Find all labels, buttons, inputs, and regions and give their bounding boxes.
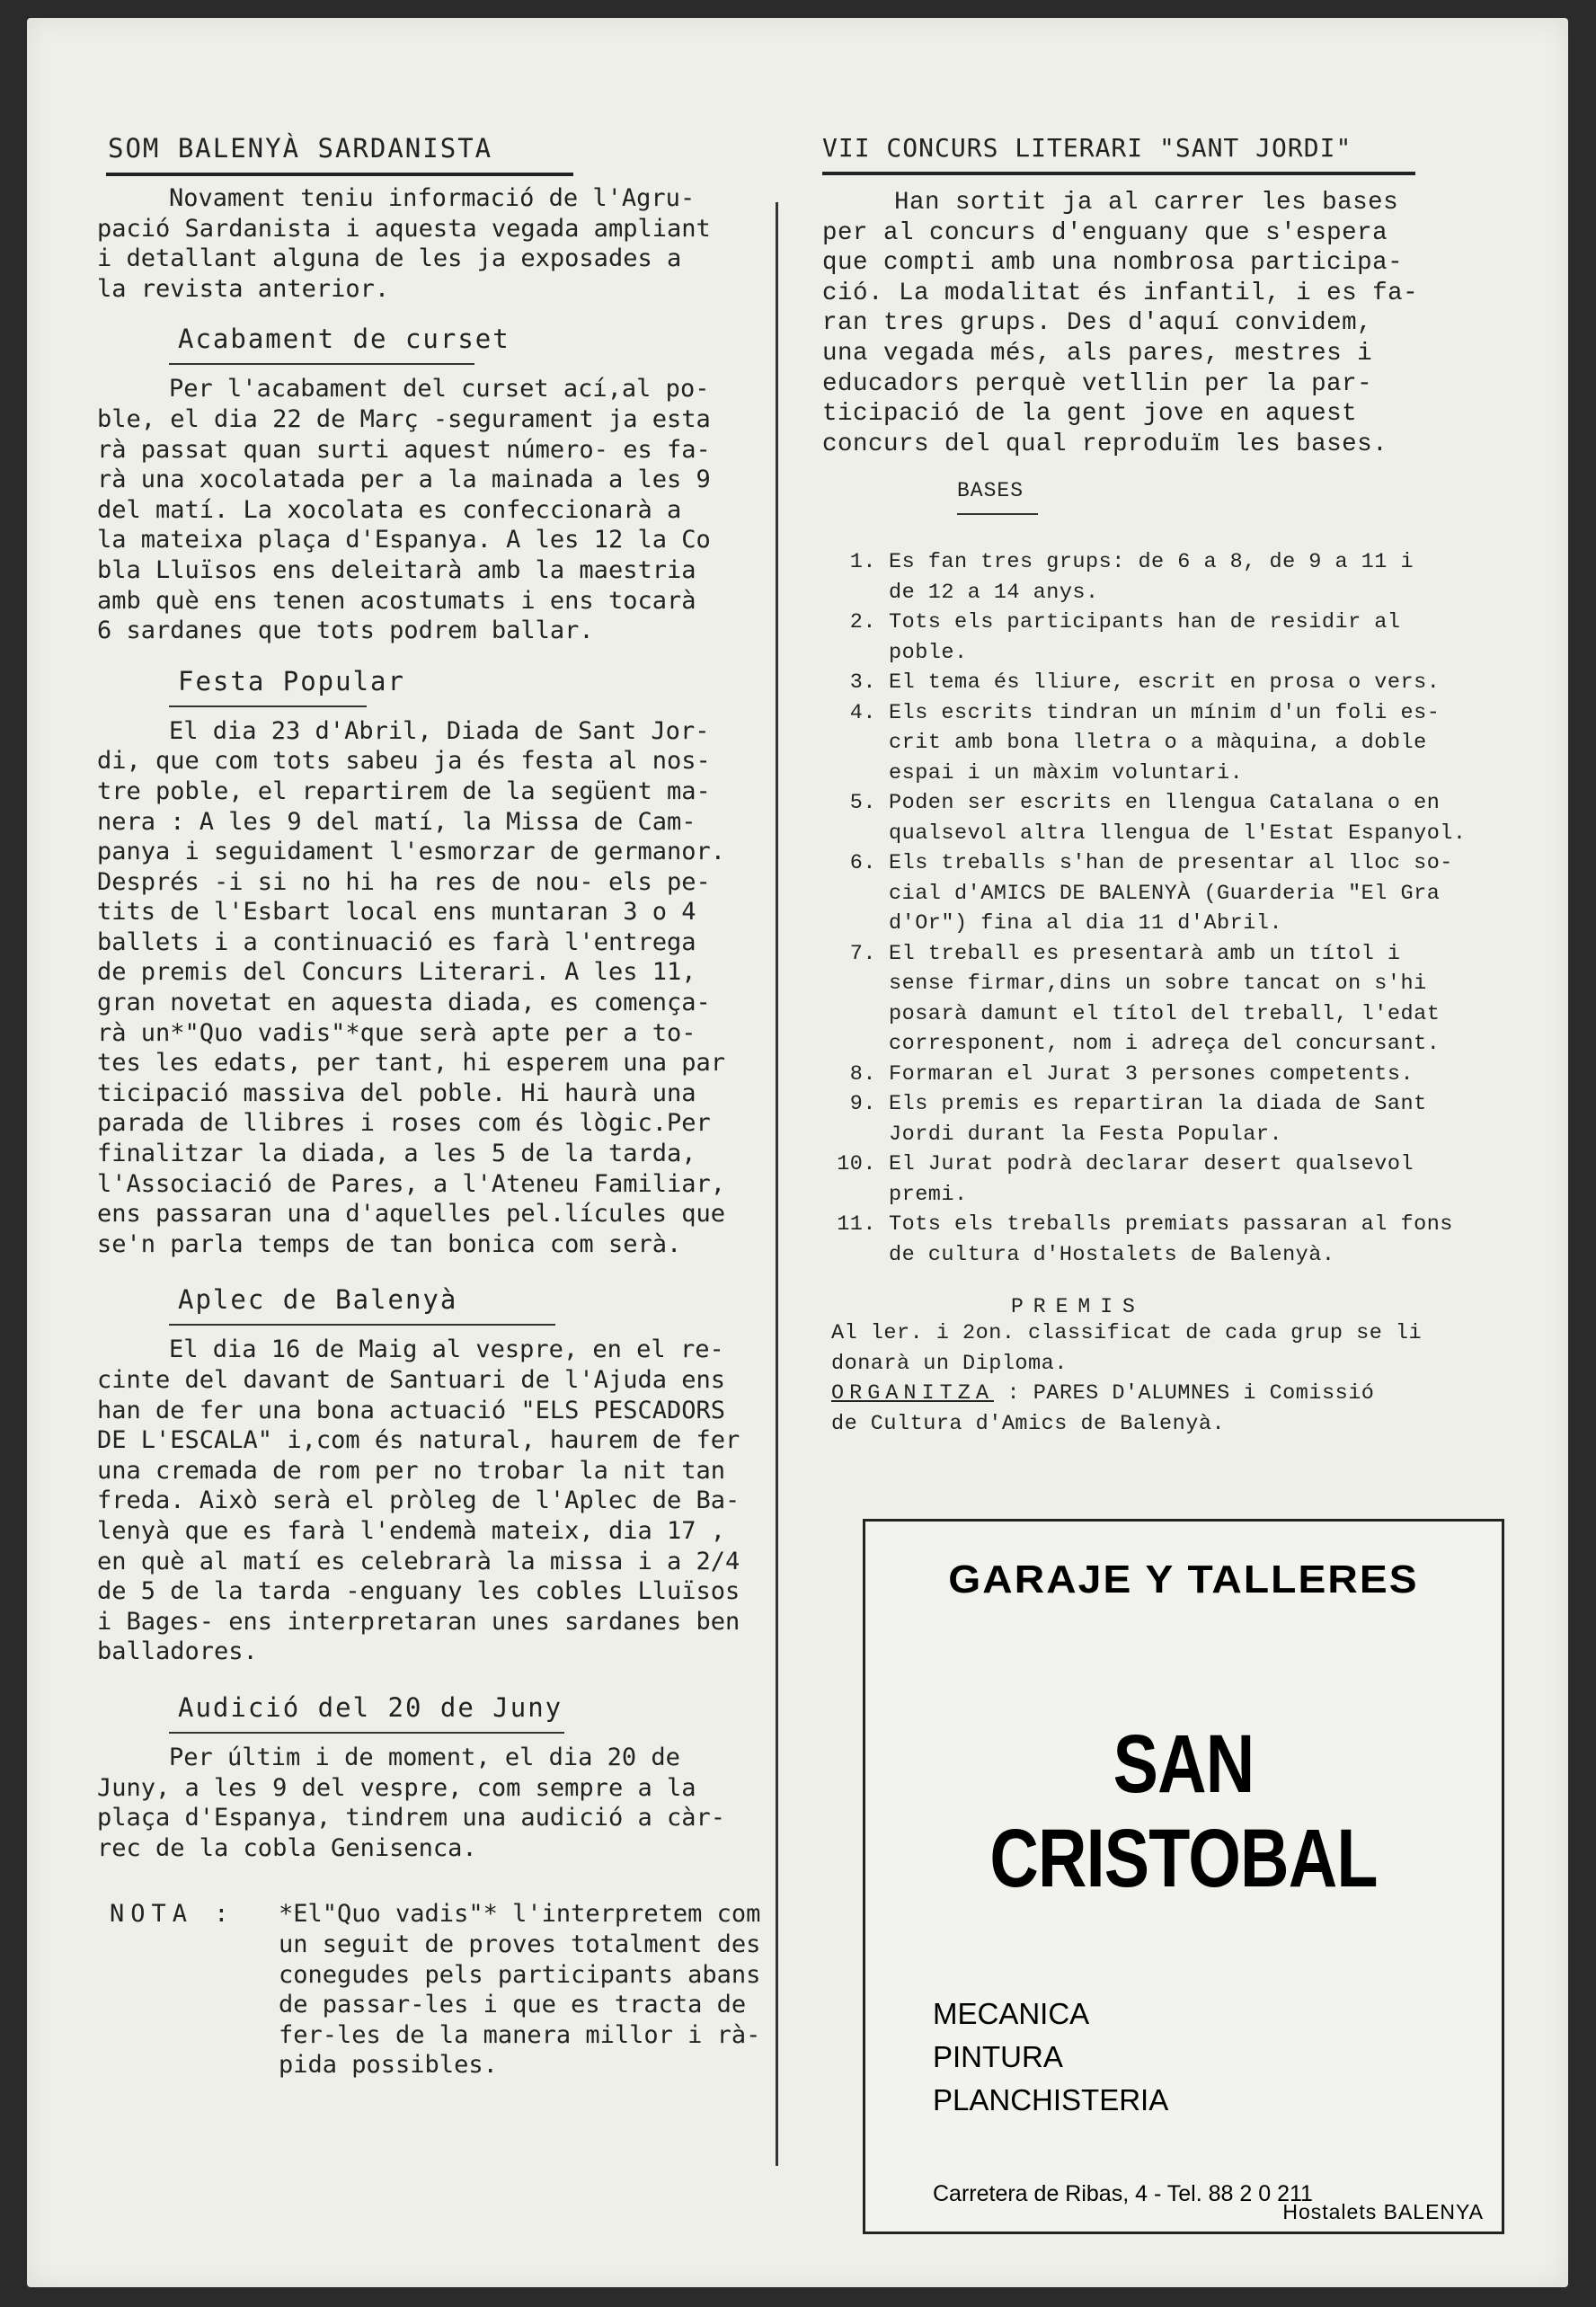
section-body [97, 716, 762, 1260]
premis-title: PREMIS [1011, 1295, 1145, 1319]
body-line: freda. Això serà el pròleg de l'Aplec de Ba- [97, 1486, 740, 1515]
body-line: de 5 de la tarda -enguany les cobles Lluïsos [97, 1577, 740, 1606]
list-item [822, 848, 1532, 939]
ad-address: Carretera de Ribas, 4 - Tel. 88 2 0 211 [933, 2181, 1313, 2206]
intro-line: una vegada més, als pares, mestres i [822, 339, 1373, 368]
item-text [889, 668, 1532, 698]
body-line: parada de llibres i roses com és lògic.Per [97, 1109, 711, 1138]
intro-line: Novament teniu informació de l'Agru- [169, 184, 696, 212]
body-line: se'n parla temps de tan bonica com serà. [97, 1229, 682, 1258]
intro-line: pació Sardanista i aquesta vegada ampliant [97, 214, 711, 243]
item-number: 2. [849, 610, 876, 635]
section-body [97, 1743, 762, 1863]
item-line: de 12 a 14 anys. [889, 580, 1099, 605]
body-line: finalitzar la diada, a les 5 de la tarda, [97, 1140, 696, 1168]
item-text [889, 848, 1532, 939]
item-number: 7. [849, 941, 876, 966]
item-text [889, 547, 1532, 608]
item-line: sense firmar,dins un sobre tancat on s'hi [889, 972, 1427, 997]
list-item [822, 788, 1532, 848]
body-line: di, que com tots sabeu ja és festa al nos- [97, 747, 711, 776]
body-line: Per l'acabament del curset ací,al po- [169, 375, 710, 404]
item-number: 10. [837, 1152, 876, 1177]
list-item [822, 1210, 1532, 1270]
item-number: 11. [837, 1212, 876, 1238]
organitza-block [831, 1379, 1532, 1439]
body-line: plaça d'Espanya, tindrem una audició a càr- [97, 1804, 725, 1832]
nota-line: un seguit de proves totalment des [279, 1930, 761, 1958]
body-line: i Bages- ens interpretaran unes sardanes ben [97, 1607, 740, 1636]
body-line: lenyà que es farà l'endemà mateix, dia 17 , [97, 1516, 725, 1545]
ad-heading: GARAJE Y TALLERES [948, 1557, 1419, 1602]
body-line: nera : A les 9 del matí, la Missa de Cam- [97, 807, 696, 836]
item-line: Els premis es repartiran la diada de Sant [889, 1092, 1427, 1117]
magazine-page [27, 18, 1568, 2287]
item-text [889, 1060, 1532, 1090]
item-line: El treball es presentarà amb un títol i [889, 941, 1401, 966]
body-line: Per últim i de moment, el dia 20 de [169, 1743, 680, 1771]
left-intro [97, 183, 762, 304]
body-line: balladores. [97, 1637, 258, 1666]
body-line: bla Lluïsos ens deleitarà amb la maestria [97, 555, 696, 584]
item-line: corresponent, nom i adreça del concursant. [889, 1032, 1441, 1057]
body-line: la mateixa plaça d'Espanya. A les 12 la Co [97, 526, 711, 555]
item-line: cial d'AMICS DE BALENYÀ (Guarderia "El Gra [889, 881, 1441, 906]
body-line: rà una xocolatada per a la mainada a les 9 [97, 466, 711, 494]
list-item [822, 1149, 1532, 1210]
item-line: Tots els participants han de residir al [889, 610, 1401, 635]
nota-line: conegudes pels participants abans [279, 1960, 761, 1989]
ad-services [933, 1992, 1502, 2122]
bases-title: BASES [957, 479, 1024, 503]
item-number: 1. [849, 550, 876, 575]
section-rule [169, 1732, 564, 1734]
section-body [97, 374, 762, 645]
item-number: 5. [849, 791, 876, 816]
section-rule [169, 363, 474, 365]
body-line: tre poble, el repartirem de la següent ma- [97, 776, 711, 805]
premis-text [831, 1318, 1532, 1379]
left-heading: SOM BALENYÀ SARDANISTA [108, 133, 493, 164]
item-line: premi. [889, 1182, 968, 1207]
ad-service: PLANCHISTERIA [933, 2083, 1169, 2116]
bases-list [822, 547, 1532, 1270]
item-text [889, 1149, 1532, 1210]
left-heading-rule [106, 173, 573, 176]
body-line: amb què ens tenen acostumats i ens tocarà [97, 586, 696, 615]
nota-body [279, 1899, 762, 2081]
item-text [889, 939, 1532, 1060]
body-line: una cremada de rom per no trobar la nit tan [97, 1456, 725, 1485]
item-line: Jordi durant la Festa Popular. [889, 1122, 1283, 1147]
intro-line: Han sortit ja al carrer les bases [894, 189, 1399, 217]
body-line: gran novetat en aquesta diada, es comença- [97, 989, 711, 1017]
intro-line: concurs del qual reproduïm les bases. [822, 430, 1388, 458]
intro-line: i detallant alguna de les ja exposades a [97, 244, 682, 273]
intro-line: la revista anterior. [97, 274, 390, 303]
organitza-label: ORGANITZA [831, 1381, 994, 1406]
item-number: 8. [849, 1061, 876, 1087]
organitza-line: : PARES D'ALUMNES i Comissió [1006, 1381, 1375, 1406]
body-line: DE L'ESCALA" i,com és natural, haurem de fer [97, 1426, 740, 1455]
item-line: Els escrits tindran un mínim d'un foli es- [889, 700, 1441, 725]
organitza-line: de Cultura d'Amics de Balenyà. [831, 1411, 1226, 1436]
section-title: Audició del 20 de Juny [178, 1691, 563, 1723]
item-text [889, 698, 1532, 789]
item-line: Es fan tres grups: de 6 a 8, de 9 a 11 i [889, 550, 1414, 575]
bases-rule [957, 513, 1038, 515]
section-title: Acabament de curset [178, 324, 510, 355]
body-line: ens passaran una d'aquelles pel.lícules que [97, 1200, 725, 1229]
ad-service: PINTURA [933, 2040, 1063, 2073]
item-number: 9. [849, 1092, 876, 1117]
section-body [97, 1335, 762, 1667]
list-item [822, 608, 1532, 668]
item-line: El Jurat podrà declarar desert qualsevol [889, 1152, 1414, 1177]
section-rule [169, 705, 367, 707]
item-line: Tots els treballs premiats passaran al fons [889, 1212, 1453, 1238]
body-line: ble, el dia 22 de Març -segurament ja esta [97, 404, 711, 433]
body-line: de premis del Concurs Literari. A les 11, [97, 958, 696, 987]
item-line: posarà damunt el títol del treball, l'edat [889, 1001, 1441, 1026]
nota-label: NOTA : [110, 1900, 235, 1929]
column-divider [776, 202, 778, 2166]
body-line: ballets i a continuació es farà l'entrega [97, 927, 696, 956]
ad-business-name: SAN CRISTOBAL [989, 1718, 1378, 1904]
premis-line: donarà un Diploma. [831, 1351, 1068, 1376]
list-item [822, 547, 1532, 608]
item-line: poble. [889, 640, 968, 665]
item-text [889, 1210, 1532, 1270]
body-line: ticipació massiva del poble. Hi haurà una [97, 1078, 696, 1107]
item-number: 4. [849, 700, 876, 725]
nota-line: pida possibles. [279, 2051, 498, 2080]
section-title: Aplec de Balenyà [178, 1284, 458, 1316]
body-line: panya i seguidament l'esmorzar de germanor. [97, 838, 725, 866]
item-text [889, 1089, 1532, 1149]
item-line: Formaran el Jurat 3 persones competents. [889, 1061, 1414, 1087]
item-number: 3. [849, 670, 876, 696]
intro-line: educadors perquè vetllin per la par- [822, 369, 1373, 398]
right-heading-rule [822, 172, 1415, 175]
premis-line: Al ler. i 2on. classificat de cada grup se li [831, 1321, 1423, 1346]
item-text [889, 788, 1532, 848]
nota-line: *El"Quo vadis"* l'interpretem com [279, 1900, 761, 1929]
section-title: Festa Popular [178, 665, 405, 697]
ad-service: MECANICA [933, 1997, 1090, 2030]
body-line: rà passat quan surti aquest número- es fa- [97, 435, 711, 464]
list-item [822, 668, 1532, 698]
nota-line: fer-les de la manera millor i rà- [279, 2020, 761, 2049]
body-line: El dia 23 d'Abril, Diada de Sant Jor- [169, 716, 710, 745]
right-column [822, 117, 1532, 1439]
body-line: 6 sardanes que tots podrem ballar. [97, 617, 594, 645]
body-line: cinte del davant de Santuari de l'Ajuda ens [97, 1366, 725, 1394]
item-line: d'Or") fina al dia 11 d'Abril. [889, 911, 1283, 936]
item-number: 6. [849, 851, 876, 876]
intro-line: ció. La modalitat és infantil, i es fa- [822, 279, 1419, 307]
list-item [822, 1060, 1532, 1090]
body-line: Després -i si no hi ha res de nou- els pe- [97, 867, 711, 896]
list-item [822, 698, 1532, 789]
body-line: del matí. La xocolata es confeccionarà a [97, 495, 682, 524]
nota-block [97, 1899, 762, 2081]
body-line: han de fer una bona actuació "ELS PESCADORS [97, 1396, 725, 1424]
left-column [97, 117, 762, 2081]
body-line: rà un*"Quo vadis"*que serà apte per a to- [97, 1018, 696, 1047]
item-line: espai i un màxim voluntari. [889, 760, 1244, 785]
right-heading: VII CONCURS LITERARI "SANT JORDI" [822, 133, 1352, 163]
body-line: l'Associació de Pares, a l'Ateneu Familiar, [97, 1169, 725, 1198]
body-line: tits de l'Esbart local ens muntaran 3 o 4 [97, 898, 696, 927]
intro-line: per al concurs d'enguany que s'espera [822, 218, 1388, 247]
intro-line: que compti amb una nombrosa participa- [822, 249, 1404, 278]
nota-line: de passar-les i que es tracta de [279, 1991, 747, 2019]
item-line: Poden ser escrits en llengua Catalana o en [889, 791, 1441, 816]
right-intro [822, 188, 1532, 459]
intro-line: ticipació de la gent jove en aquest [822, 400, 1358, 429]
item-line: qualsevol altra llengua de l'Estat Espanyol. [889, 821, 1467, 846]
body-line: El dia 16 de Maig al vespre, en el re- [169, 1335, 724, 1364]
advertisement [863, 1519, 1504, 2234]
body-line: Juny, a les 9 del vespre, com sempre a la [97, 1773, 696, 1802]
item-line: El tema és lliure, escrit en prosa o vers. [889, 670, 1441, 696]
intro-line: ran tres grups. Des d'aquí convidem, [822, 309, 1373, 338]
list-item [822, 1089, 1532, 1149]
body-line: rec de la cobla Genisenca. [97, 1833, 477, 1862]
section-rule [169, 1324, 555, 1326]
body-line: en què al matí es celebrarà la missa i a 2/4 [97, 1547, 740, 1575]
body-line: tes les edats, per tant, hi esperem una par [97, 1049, 725, 1078]
list-item [822, 939, 1532, 1060]
item-line: Els treballs s'han de presentar al lloc so- [889, 851, 1453, 876]
item-line: de cultura d'Hostalets de Balenyà. [889, 1242, 1335, 1267]
item-text [889, 608, 1532, 668]
item-line: crit amb bona lletra o a màquina, a doble [889, 731, 1427, 756]
ad-town: Hostalets BALENYA [1282, 2200, 1484, 2223]
